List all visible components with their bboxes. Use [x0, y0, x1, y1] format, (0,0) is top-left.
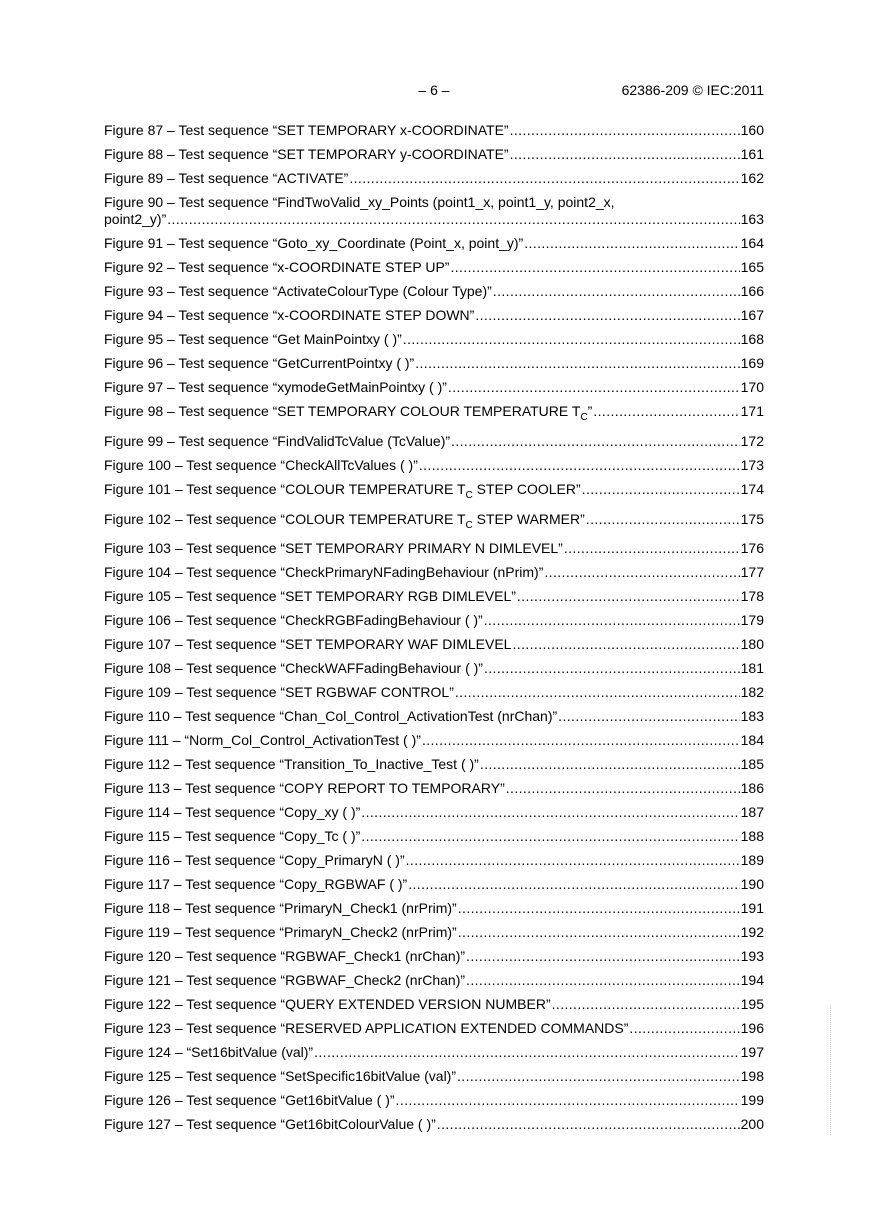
toc-entry-title [104, 948, 465, 965]
toc-entry [104, 588, 764, 605]
toc-entry-line [104, 403, 764, 426]
toc-entry-title [104, 355, 414, 372]
toc-entry-line [104, 684, 764, 701]
toc-entry-title-text: Figure 117 – Test sequence “Copy_RGBWAF ( )” [104, 876, 408, 893]
toc-entry-title [104, 876, 407, 893]
toc-entry-page: 162 [740, 170, 764, 186]
toc-entry-line [104, 355, 764, 372]
dot-leader [167, 211, 739, 228]
toc-entry [104, 403, 764, 426]
toc-entry-line [104, 948, 764, 965]
toc-entry-title [104, 780, 505, 797]
toc-entry-title-line1: Figure 90 – Test sequence “FindTwoValid_xy_Points (point1_x, point1_y, point2_x, [104, 194, 615, 210]
dot-leader [458, 924, 740, 941]
toc-entry-title [104, 1092, 395, 1109]
dot-leader [582, 481, 740, 498]
toc-entry [104, 457, 764, 474]
toc-entry [104, 122, 764, 139]
subscript: C [465, 519, 473, 531]
toc-entry-page: 192 [740, 924, 764, 941]
toc-entry-line [104, 756, 764, 773]
toc-entry-page: 181 [740, 660, 764, 677]
page-header [104, 82, 764, 102]
toc-entry-title [104, 1068, 456, 1085]
toc-entry-title [104, 564, 543, 581]
toc-entry [104, 732, 764, 749]
toc-entry-line [104, 996, 764, 1013]
toc-entry-title-text: Figure 95 – Test sequence “Get MainPointxy ( )” [104, 331, 402, 347]
toc-entry-page: 194 [740, 972, 764, 989]
toc-entry-page: 187 [740, 804, 764, 821]
toc-entry-page: 177 [740, 564, 764, 581]
toc-entry-title-text: Figure 104 – Test sequence “CheckPrimaryNFadingBehaviour (nPrim)” [104, 564, 544, 581]
toc-entry-line [104, 122, 764, 139]
toc-entry [104, 684, 764, 701]
dot-leader [422, 732, 740, 749]
toc-entry-page: 182 [740, 684, 764, 701]
toc-entry-title [104, 588, 516, 605]
toc-entry-page: 189 [740, 852, 764, 869]
toc-entry-line [104, 804, 764, 821]
dot-leader [493, 283, 740, 300]
toc-entry-line [104, 331, 764, 348]
toc-entry-line [104, 283, 764, 300]
toc-entry [104, 612, 764, 629]
toc-entry-title-text: Figure 102 – Test sequence “COLOUR TEMPERATURE T [104, 510, 466, 527]
toc-entry-title-text: Figure 97 – Test sequence “xymodeGetMainPointxy ( )” [104, 379, 447, 395]
toc-entry-title [104, 403, 592, 426]
toc-entry-page: 167 [740, 307, 764, 323]
toc-entry-title-text: Figure 111 – “Norm_Col_Control_ActivationTest ( )” [104, 732, 421, 749]
toc-entry-title [104, 828, 360, 845]
toc-entry-title-text: Figure 88 – Test sequence “SET TEMPORARY y-COORDINATE” [104, 146, 509, 162]
dot-leader [406, 852, 740, 869]
toc-entry-title-text: Figure 119 – Test sequence “PrimaryN_Check2 (nrPrim)” [104, 924, 457, 941]
toc-entry-title [104, 283, 492, 300]
toc-entry-line [104, 828, 764, 845]
dot-leader [408, 876, 739, 893]
toc-entry [104, 194, 764, 228]
toc-entry [104, 852, 764, 869]
toc-entry-title-text: point2_y)” [104, 211, 167, 227]
dot-leader [437, 1116, 740, 1133]
toc-entry [104, 235, 764, 252]
dot-leader [506, 780, 740, 797]
toc-entry-title [104, 122, 509, 139]
toc-entry-page: 179 [740, 612, 764, 629]
toc-entry-page: 180 [740, 636, 764, 653]
dot-leader [458, 900, 740, 917]
toc-entry-line [104, 259, 764, 276]
toc-entry-page: 196 [740, 1020, 764, 1037]
dot-leader [552, 996, 740, 1013]
toc-entry [104, 1068, 764, 1085]
dot-leader [361, 804, 739, 821]
toc-entry-title [104, 457, 418, 474]
toc-entry-page: 165 [740, 259, 764, 275]
toc-entry-title [104, 708, 557, 725]
toc-entry-page: 161 [740, 146, 764, 162]
toc-entry-title-text: Figure 106 – Test sequence “CheckRGBFadingBehaviour ( )” [104, 612, 483, 629]
toc-entry-page: 172 [740, 432, 764, 449]
toc-entry-title-text: Figure 96 – Test sequence “GetCurrentPointxy ( )” [104, 355, 415, 371]
toc-entry-title [104, 433, 450, 450]
dot-leader [524, 235, 739, 252]
dot-leader [480, 756, 740, 773]
toc-entry-title-text: Figure 125 – Test sequence “SetSpecific16bitValue (val)” [104, 1068, 457, 1085]
toc-entry [104, 948, 764, 965]
dot-leader [455, 684, 740, 701]
list-of-figures [104, 122, 764, 1140]
toc-entry-line [104, 307, 764, 324]
dot-leader [403, 331, 740, 348]
toc-entry [104, 433, 764, 450]
toc-entry-page: 171 [740, 403, 764, 419]
toc-entry-line [104, 708, 764, 725]
toc-entry-title [104, 732, 421, 749]
toc-entry-title-text: Figure 126 – Test sequence “Get16bitValue ( )” [104, 1092, 395, 1109]
toc-entry-line [104, 457, 764, 474]
toc-entry-title-text: Figure 99 – Test sequence “FindValidTcValue (TcValue)” [104, 432, 451, 449]
toc-entry-title-text: Figure 108 – Test sequence “CheckWAFFadingBehaviour ( )” [104, 660, 483, 677]
toc-entry [104, 996, 764, 1013]
toc-entry-title [104, 996, 551, 1013]
toc-entry [104, 1116, 764, 1133]
toc-entry-title-text: Figure 121 – Test sequence “RGBWAF_Check2 (nrChan)” [104, 972, 466, 989]
toc-entry-line [104, 170, 764, 187]
toc-entry [104, 481, 764, 504]
toc-entry-title-text: Figure 94 – Test sequence “x-COORDINATE STEP DOWN” [104, 307, 475, 323]
toc-entry-title-text: Figure 98 – Test sequence “SET TEMPORARY COLOUR TEMPERATURE T [104, 403, 581, 419]
dot-leader [457, 1068, 740, 1085]
dot-leader [544, 564, 739, 581]
toc-entry [104, 355, 764, 372]
toc-entry-page: 188 [740, 828, 764, 845]
toc-entry [104, 972, 764, 989]
toc-entry-line [104, 1116, 764, 1133]
toc-entry-title [104, 307, 474, 324]
toc-entry [104, 708, 764, 725]
toc-entry-title [104, 331, 402, 348]
toc-entry-page: 198 [740, 1068, 764, 1085]
toc-entry-title [104, 1044, 313, 1061]
toc-entry-title-text: Figure 109 – Test sequence “SET RGBWAF CONTROL” [104, 684, 454, 701]
toc-entry-title-text: Figure 92 – Test sequence “x-COORDINATE STEP UP” [104, 259, 450, 275]
toc-entry-title [104, 636, 511, 653]
page-number: – 6 – [418, 82, 450, 98]
toc-entry-title [104, 660, 483, 677]
toc-entry-title-text: Figure 91 – Test sequence “Goto_xy_Coordinate (Point_x, point_y)” [104, 235, 524, 251]
toc-entry-page: 183 [740, 708, 764, 725]
toc-entry [104, 900, 764, 917]
dot-leader [451, 433, 740, 450]
toc-entry-title [104, 146, 509, 163]
toc-entry-page: 197 [740, 1044, 764, 1061]
toc-entry-page: 163 [740, 211, 764, 227]
dot-leader [629, 1020, 739, 1037]
dot-leader [466, 972, 740, 989]
toc-entry-title-text: Figure 123 – Test sequence “RESERVED APPLICATION EXTENDED COMMANDS” [104, 1020, 629, 1037]
dot-leader [558, 708, 739, 725]
toc-entry-page: 184 [740, 732, 764, 749]
dot-leader [475, 307, 739, 324]
dot-leader [510, 146, 740, 163]
toc-entry-line [104, 876, 764, 893]
toc-entry-page: 200 [740, 1116, 764, 1133]
toc-entry-title [104, 804, 360, 821]
dot-leader [419, 457, 740, 474]
toc-entry-page: 166 [740, 283, 764, 299]
toc-entry-page: 186 [740, 780, 764, 797]
toc-entry-line [104, 1068, 764, 1085]
toc-entry-title-text: Figure 89 – Test sequence “ACTIVATE” [104, 170, 349, 186]
toc-entry-page: 164 [740, 235, 764, 251]
toc-entry [104, 379, 764, 396]
dot-leader [415, 355, 739, 372]
dot-leader [484, 660, 740, 677]
dot-leader [349, 170, 739, 187]
toc-entry-title [104, 684, 454, 701]
dot-leader [448, 379, 740, 396]
toc-entry [104, 331, 764, 348]
toc-entry-page: 185 [740, 756, 764, 773]
toc-entry-line [104, 481, 764, 504]
toc-entry-title-text: Figure 114 – Test sequence “Copy_xy ( )” [104, 804, 361, 821]
toc-entry-title-text: Figure 127 – Test sequence “Get16bitColourValue ( )” [104, 1116, 436, 1133]
toc-entry-title [104, 170, 348, 187]
toc-entry-line [104, 900, 764, 917]
toc-entry [104, 924, 764, 941]
toc-entry [104, 564, 764, 581]
toc-entry-title-text: Figure 100 – Test sequence “CheckAllTcValues ( )” [104, 456, 418, 473]
toc-entry-page: 195 [740, 996, 764, 1013]
toc-entry-page: 191 [740, 900, 764, 917]
dot-leader [396, 1092, 740, 1109]
toc-entry [104, 636, 764, 653]
toc-entry-page: 168 [740, 331, 764, 347]
toc-entry-title-text: Figure 116 – Test sequence “Copy_PrimaryN ( )” [104, 852, 405, 869]
toc-entry-title-text: Figure 120 – Test sequence “RGBWAF_Check1 (nrChan)” [104, 948, 466, 965]
toc-entry-title-text: Figure 110 – Test sequence “Chan_Col_Control_ActivationTest (nrChan)” [104, 708, 558, 725]
toc-entry-page: 160 [740, 122, 764, 138]
dot-leader [517, 588, 740, 605]
margin-watermark [830, 1005, 835, 1135]
toc-entry [104, 876, 764, 893]
toc-entry-title [104, 211, 166, 228]
toc-entry-title-text: Figure 107 – Test sequence “SET TEMPORARY WAF DIMLEVEL [104, 636, 512, 653]
toc-entry-line [104, 1020, 764, 1037]
toc-entry-title [104, 1116, 436, 1133]
toc-entry-title-text: Figure 118 – Test sequence “PrimaryN_Check1 (nrPrim)” [104, 900, 457, 917]
toc-entry [104, 170, 764, 187]
toc-entry-page: 176 [740, 540, 764, 557]
dot-leader [466, 948, 740, 965]
toc-entry-title-text: Figure 122 – Test sequence “QUERY EXTENDED VERSION NUMBER” [104, 996, 551, 1013]
toc-entry [104, 259, 764, 276]
toc-entry-line [104, 211, 764, 228]
toc-entry-line [104, 612, 764, 629]
toc-entry [104, 1044, 764, 1061]
dot-leader [593, 403, 739, 420]
toc-entry-title [104, 481, 581, 504]
toc-entry-page: 170 [740, 379, 764, 395]
toc-entry-title-suffix: STEP WARMER” [472, 510, 585, 527]
toc-entry-line [104, 511, 764, 534]
toc-entry-title [104, 852, 405, 869]
toc-entry [104, 511, 764, 534]
toc-entry-title-text: Figure 113 – Test sequence “COPY REPORT TO TEMPORARY” [104, 780, 505, 797]
toc-entry-title [104, 511, 585, 534]
toc-entry-title-text: Figure 115 – Test sequence “Copy_Tc ( )” [104, 828, 361, 845]
subscript: C [580, 411, 588, 423]
toc-entry-title-text: Figure 101 – Test sequence “COLOUR TEMPERATURE T [104, 480, 466, 497]
dot-leader [510, 122, 740, 139]
toc-entry-page: 174 [740, 480, 764, 497]
toc-entry-line [104, 564, 764, 581]
toc-entry-title-text: Figure 105 – Test sequence “SET TEMPORARY RGB DIMLEVEL” [104, 588, 516, 605]
toc-entry-title-suffix: ” [587, 403, 593, 419]
toc-entry-line [104, 972, 764, 989]
toc-entry-page: 175 [740, 510, 764, 527]
toc-entry-line [104, 660, 764, 677]
toc-entry-title [104, 612, 483, 629]
dot-leader [484, 612, 740, 629]
toc-entry-line [104, 146, 764, 163]
toc-entry-line [104, 924, 764, 941]
toc-entry [104, 780, 764, 797]
toc-entry [104, 1020, 764, 1037]
toc-entry-line [104, 1044, 764, 1061]
toc-entry-title [104, 540, 563, 557]
toc-entry-title [104, 924, 457, 941]
toc-entry [104, 283, 764, 300]
toc-entry-line [104, 780, 764, 797]
dot-leader [314, 1044, 740, 1061]
toc-entry-line [104, 588, 764, 605]
dot-leader [450, 259, 739, 276]
toc-entry [104, 1092, 764, 1109]
toc-entry-line [104, 540, 764, 557]
toc-entry-title-text: Figure 124 – “Set16bitValue (val)” [104, 1044, 314, 1061]
toc-entry-title-text: Figure 87 – Test sequence “SET TEMPORARY x-COORDINATE” [104, 122, 509, 138]
toc-entry-title-text: Figure 93 – Test sequence “ActivateColourType (Colour Type)” [104, 283, 492, 299]
toc-entry-title-text: Figure 103 – Test sequence “SET TEMPORARY PRIMARY N DIMLEVEL” [104, 540, 563, 557]
toc-entry-title [104, 900, 457, 917]
toc-entry-line [104, 1092, 764, 1109]
dot-leader [512, 636, 739, 653]
toc-entry-line [104, 379, 764, 396]
dot-leader [361, 828, 739, 845]
toc-entry-page: 173 [740, 456, 764, 473]
toc-entry-page: 193 [740, 948, 764, 965]
toc-entry [104, 828, 764, 845]
toc-entry-line [104, 636, 764, 653]
toc-entry [104, 660, 764, 677]
toc-entry [104, 804, 764, 821]
toc-entry [104, 307, 764, 324]
toc-entry-title [104, 972, 465, 989]
toc-entry-title [104, 1020, 628, 1037]
toc-entry-title [104, 235, 523, 252]
toc-entry [104, 756, 764, 773]
toc-entry-page: 199 [740, 1092, 764, 1109]
toc-entry-line [104, 235, 764, 252]
toc-entry-line [104, 433, 764, 450]
dot-leader [586, 511, 740, 528]
document-id: 62386-209 © IEC:2011 [621, 82, 764, 98]
toc-entry-line [104, 732, 764, 749]
toc-entry-page: 169 [740, 355, 764, 371]
toc-entry-title [104, 379, 447, 396]
toc-entry [104, 146, 764, 163]
dot-leader [564, 540, 740, 557]
subscript: C [465, 489, 473, 501]
toc-entry-title-text: Figure 112 – Test sequence “Transition_To_Inactive_Test ( )” [104, 756, 479, 773]
toc-entry-title [104, 756, 479, 773]
toc-entry-title [104, 259, 449, 276]
toc-entry-page: 190 [740, 876, 764, 893]
toc-entry-title-suffix: STEP COOLER” [472, 480, 581, 497]
toc-entry [104, 540, 764, 557]
toc-entry-line [104, 852, 764, 869]
toc-entry-page: 178 [740, 588, 764, 605]
